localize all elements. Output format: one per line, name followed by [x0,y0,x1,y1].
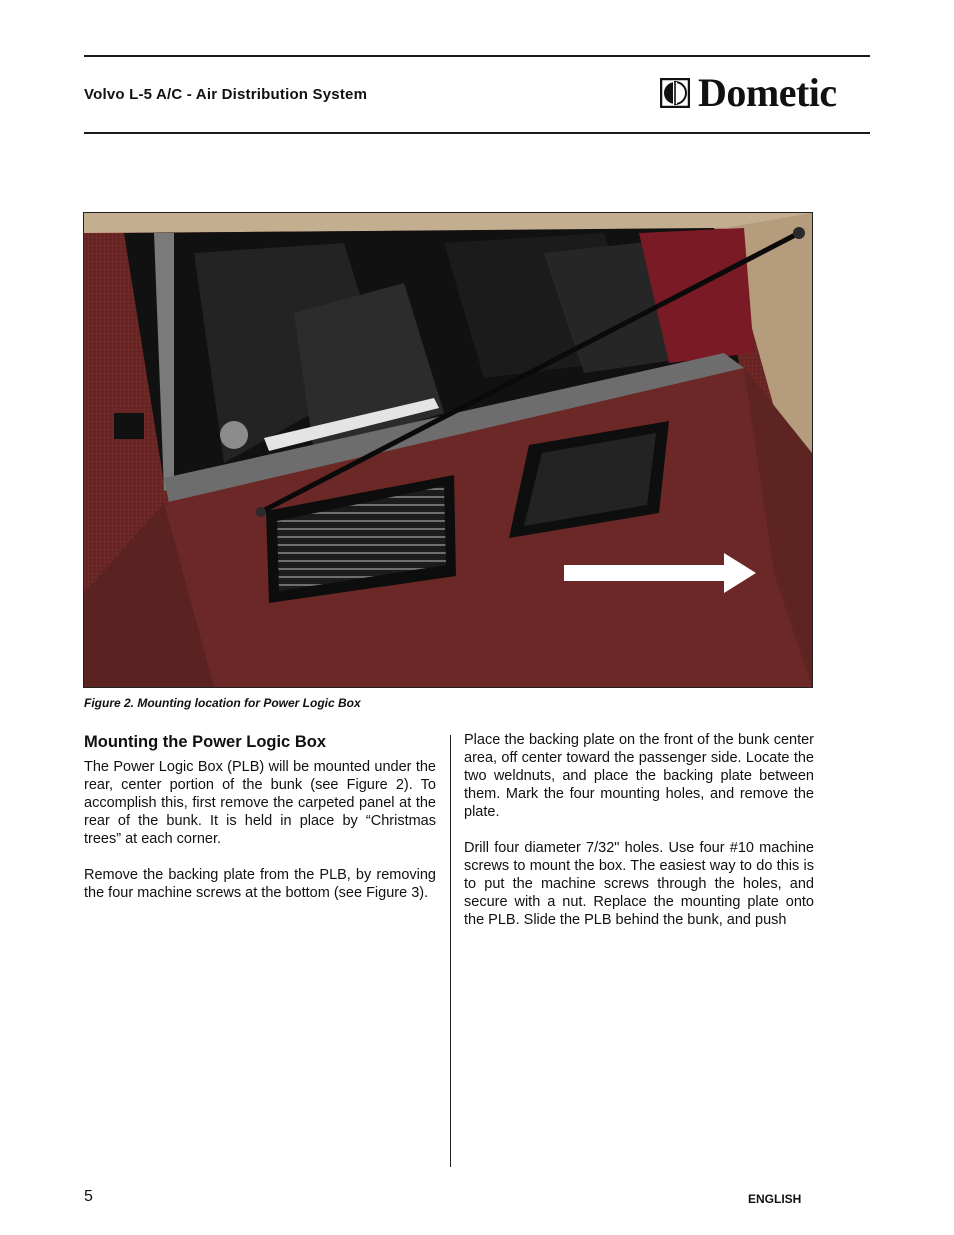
left-paragraph-2: Remove the backing plate from the PLB, by removing the four machine screws at the bottom (see Figure 3). [84,867,436,901]
page-number: 5 [84,1188,93,1205]
right-paragraph-1: Place the backing plate on the front of the bunk center area, off center toward the passenger side. Locate the two weldnuts, and place the backing plate between them. Mark the four mounting holes, and remove the plate. [464,732,814,820]
left-paragraph-1: The Power Logic Box (PLB) will be mounted under the rear, center portion of the bunk (see Figure 2). To accomplish this, first remove the carpeted panel at the rear of the bunk. It is held in place by “Christmas trees” at each corner. [84,759,436,847]
figure-photo [83,212,813,688]
right-column [464,731,814,947]
header-top-rule [84,55,870,57]
header-bottom-rule [84,132,870,134]
bunk-compartment-photo [84,213,812,687]
column-divider [450,735,451,1167]
figure-caption: Figure 2. Mounting location for Power Logic Box [84,696,361,710]
footer-language: ENGLISH [748,1192,802,1206]
right-paragraph-2: Drill four diameter 7/32" holes. Use four #10 machine screws to mount the box. The easiest way to do this is to put the machine screws through the holes, and secure with a nut. Replace the mounting plate onto the PLB. Slide the PLB behind the bunk, and push [464,840,814,928]
section-heading: Mounting the Power Logic Box [84,733,326,751]
left-column [84,732,436,920]
dometic-logo [660,70,837,115]
dometic-logo-text: Dometic [698,70,837,115]
document-title: Volvo L-5 A/C - Air Distribution System [84,86,368,103]
dometic-logo-icon [660,78,690,108]
